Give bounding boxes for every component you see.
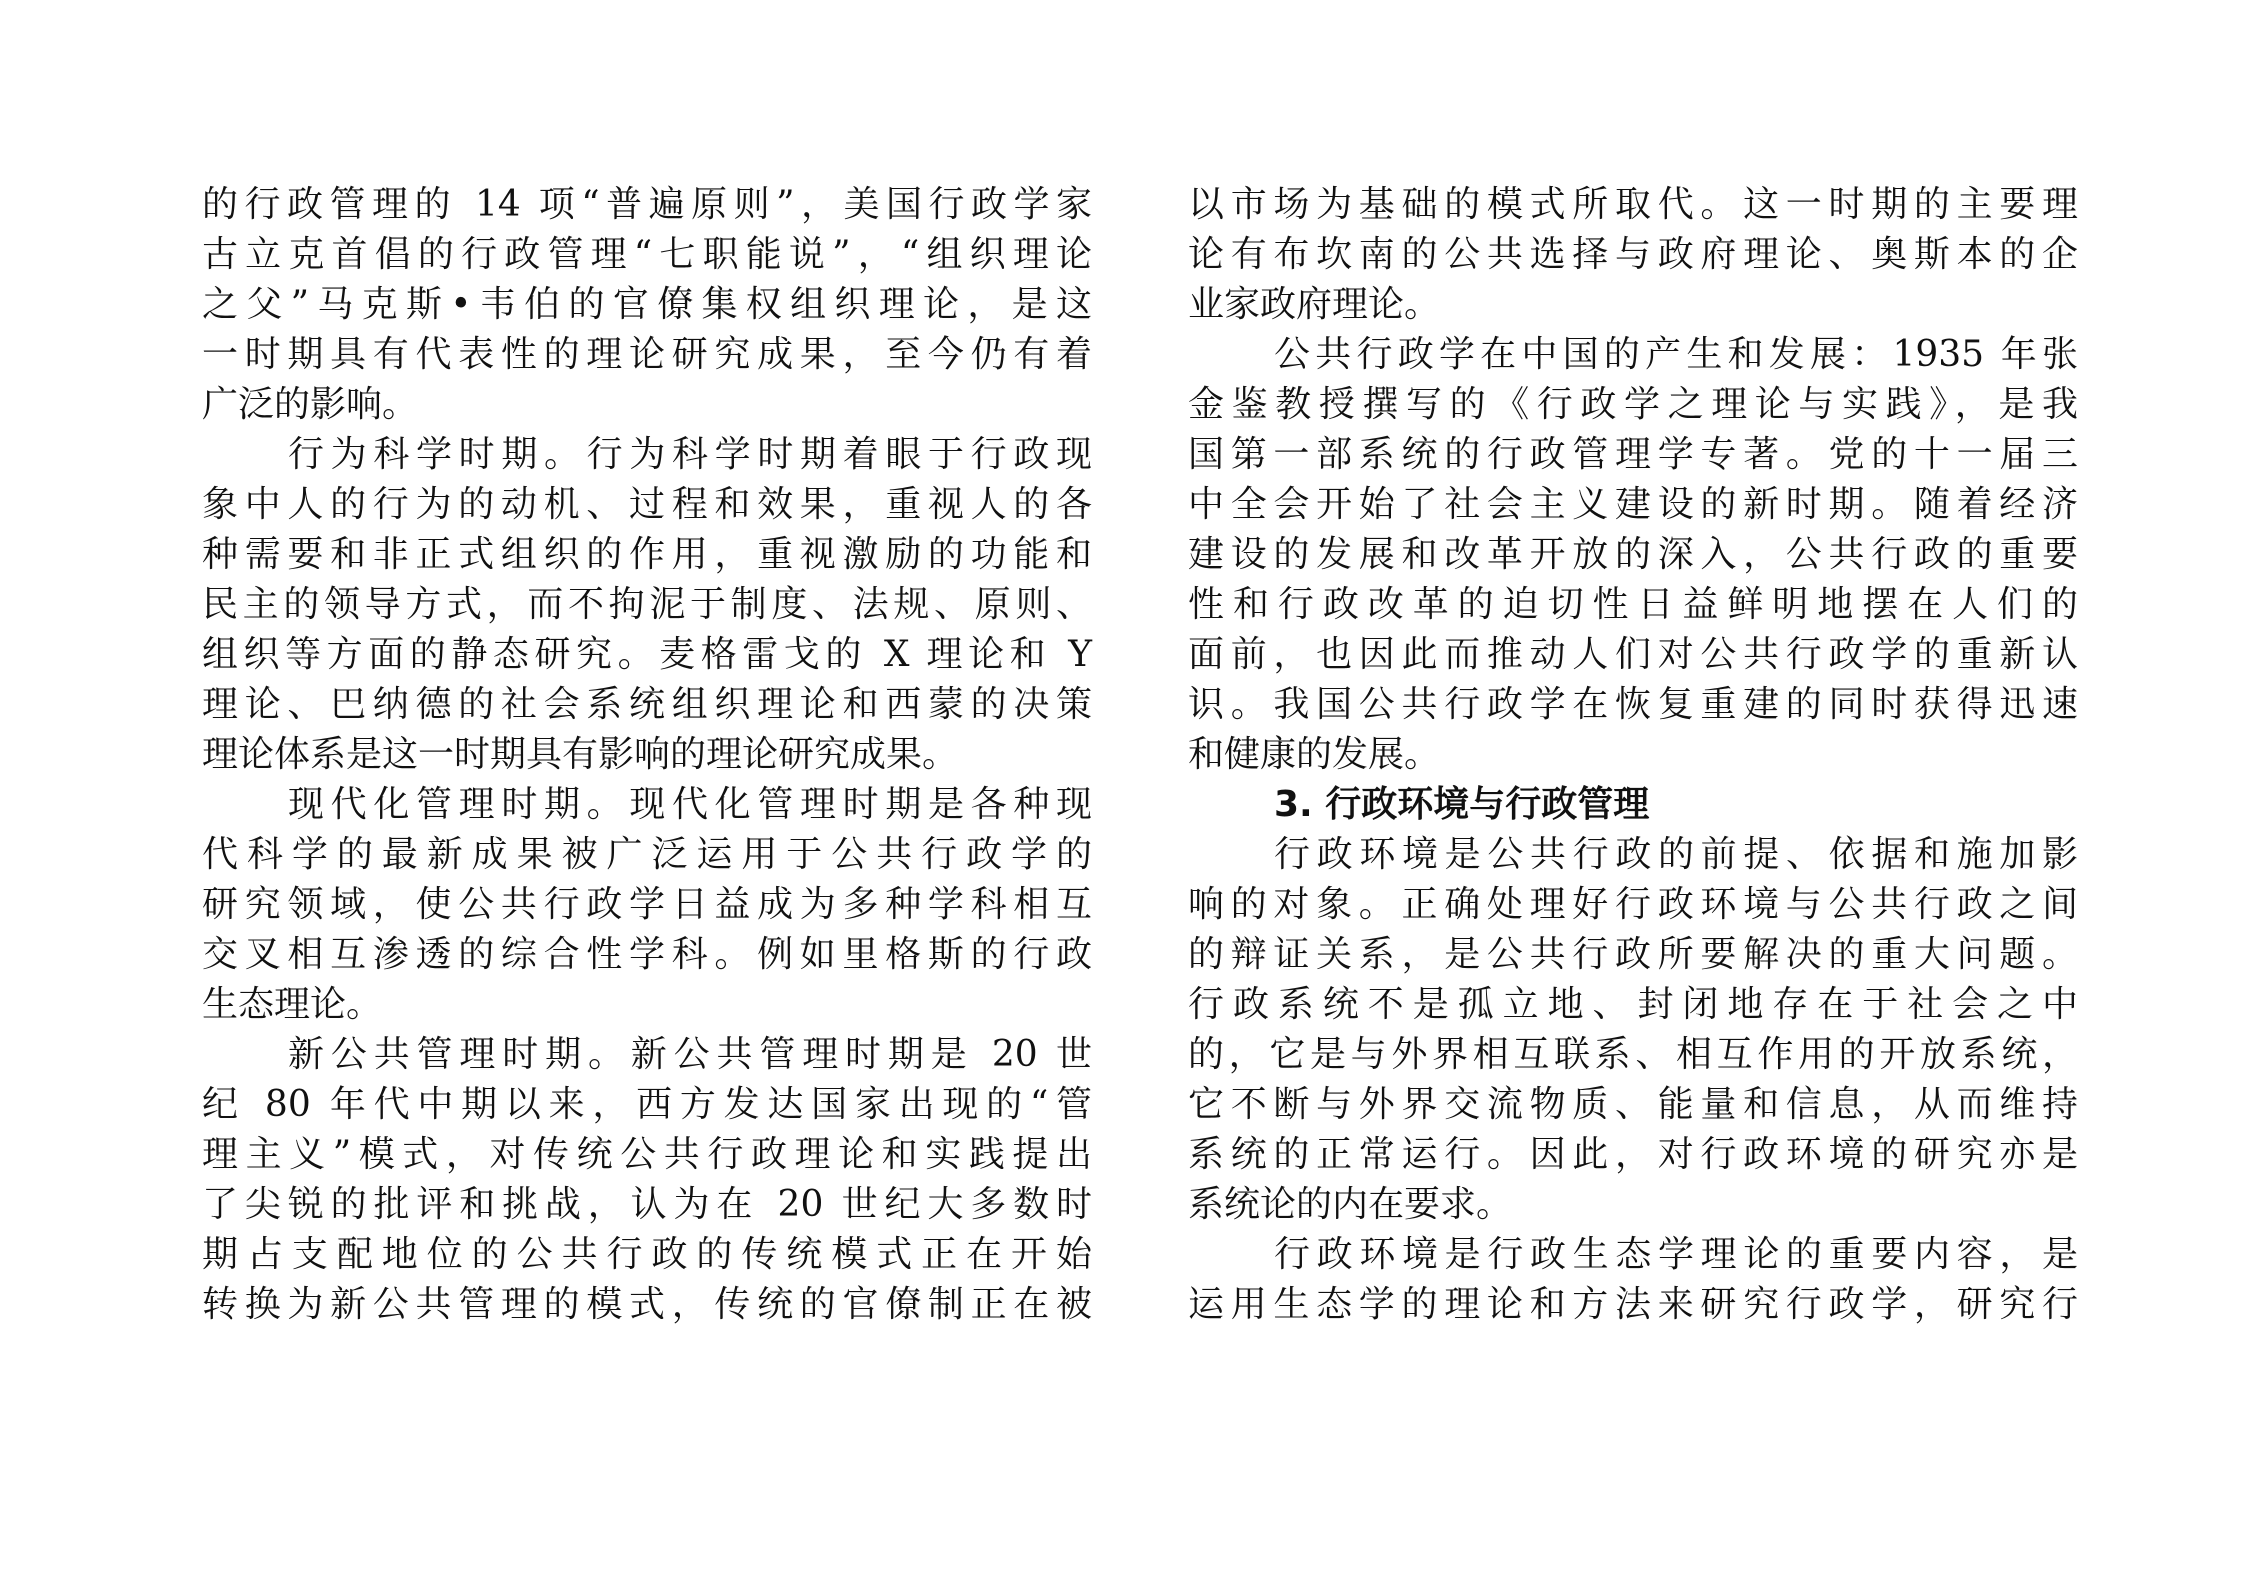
paragraph-start-line: 新公共管理时期。新公共管理时期是 20 世	[288, 1034, 1092, 1075]
text-line: 理主义”模式，对传统公共行政理论和实践提出	[202, 1134, 1092, 1175]
text-line: 民主的领导方式，而不拘泥于制度、法规、原则、	[202, 584, 1092, 625]
text-line: 一时期具有代表性的理论研究成果，至今仍有着	[202, 334, 1092, 375]
text-line: 之父”马克斯•韦伯的官僚集权组织理论，是这	[202, 284, 1092, 325]
text-line: 研究领域，使公共行政学日益成为多种学科相互	[202, 884, 1092, 925]
text-line: 以市场为基础的模式所取代。这一时期的主要理	[1188, 184, 2078, 225]
text-line: 中全会开始了社会主义建设的新时期。随着经济	[1188, 484, 2078, 525]
text-line: 的行政管理的 14 项“普遍原则”，美国行政学家	[202, 184, 1092, 225]
text-line: 金鉴教授撰写的《行政学之理论与实践》，是我	[1188, 384, 2078, 425]
text-line: 古立克首倡的行政管理“七职能说”，“组织理论	[202, 234, 1092, 275]
text-line: 理论体系是这一时期具有影响的理论研究成果。	[202, 734, 959, 775]
section-heading: 3. 行政环境与行政管理	[1274, 784, 1650, 825]
text-line: 了尖锐的批评和挑战，认为在 20 世纪大多数时	[202, 1184, 1092, 1225]
text-line: 象中人的行为的动机、过程和效果，重视人的各	[202, 484, 1092, 525]
text-line: 的辩证关系，是公共行政所要解决的重大问题。	[1188, 934, 2078, 975]
left-column	[202, 180, 1092, 1330]
text-line: 建设的发展和改革开放的深入，公共行政的重要	[1188, 534, 2078, 575]
text-line: 和健康的发展。	[1188, 734, 1441, 775]
text-line: 纪 80 年代中期以来，西方发达国家出现的“管	[202, 1084, 1092, 1125]
text-line: 系统论的内在要求。	[1188, 1184, 1513, 1225]
right-column	[1188, 180, 2078, 1330]
text-line: 期占支配地位的公共行政的传统模式正在开始	[202, 1234, 1092, 1275]
paragraph-start-line: 行为科学时期。行为科学时期着眼于行政现	[288, 434, 1092, 475]
text-line: 它不断与外界交流物质、能量和信息，从而维持	[1188, 1084, 2078, 1125]
text-line: 面前，也因此而推动人们对公共行政学的重新认	[1188, 634, 2078, 675]
paragraph-start-line: 行政环境是公共行政的前提、依据和施加影	[1274, 834, 2078, 875]
text-line: 行政系统不是孤立地、封闭地存在于社会之中	[1188, 984, 2078, 1025]
text-line: 理论、巴纳德的社会系统组织理论和西蒙的决策	[202, 684, 1092, 725]
paragraph-start-line: 公共行政学在中国的产生和发展：1935 年张	[1274, 334, 2078, 375]
text-line: 响的对象。正确处理好行政环境与公共行政之间	[1188, 884, 2078, 925]
text-line: 识。我国公共行政学在恢复重建的同时获得迅速	[1188, 684, 2078, 725]
text-line: 论有布坎南的公共选择与政府理论、奥斯本的企	[1188, 234, 2078, 275]
text-line: 广泛的影响。	[202, 384, 419, 425]
paragraph-start-line: 行政环境是行政生态学理论的重要内容，是	[1274, 1234, 2078, 1275]
text-line: 代科学的最新成果被广泛运用于公共行政学的	[202, 834, 1092, 875]
text-line: 转换为新公共管理的模式，传统的官僚制正在被	[202, 1284, 1092, 1325]
paragraph-start-line: 现代化管理时期。现代化管理时期是各种现	[288, 784, 1092, 825]
text-line: 交叉相互渗透的综合性学科。例如里格斯的行政	[202, 934, 1092, 975]
text-line: 组织等方面的静态研究。麦格雷戈的 X 理论和 Y	[202, 634, 1092, 675]
text-line: 种需要和非正式组织的作用，重视激励的功能和	[202, 534, 1092, 575]
text-line: 运用生态学的理论和方法来研究行政学，研究行	[1188, 1284, 2078, 1325]
text-line: 国第一部系统的行政管理学专著。党的十一届三	[1188, 434, 2078, 475]
text-line: 生态理论。	[202, 984, 383, 1025]
text-line: 系统的正常运行。因此，对行政环境的研究亦是	[1188, 1134, 2078, 1175]
text-line: 业家政府理论。	[1188, 284, 1441, 325]
text-line: 的，它是与外界相互联系、相互作用的开放系统，	[1188, 1034, 2078, 1075]
text-line: 性和行政改革的迫切性日益鲜明地摆在人们的	[1188, 584, 2078, 625]
